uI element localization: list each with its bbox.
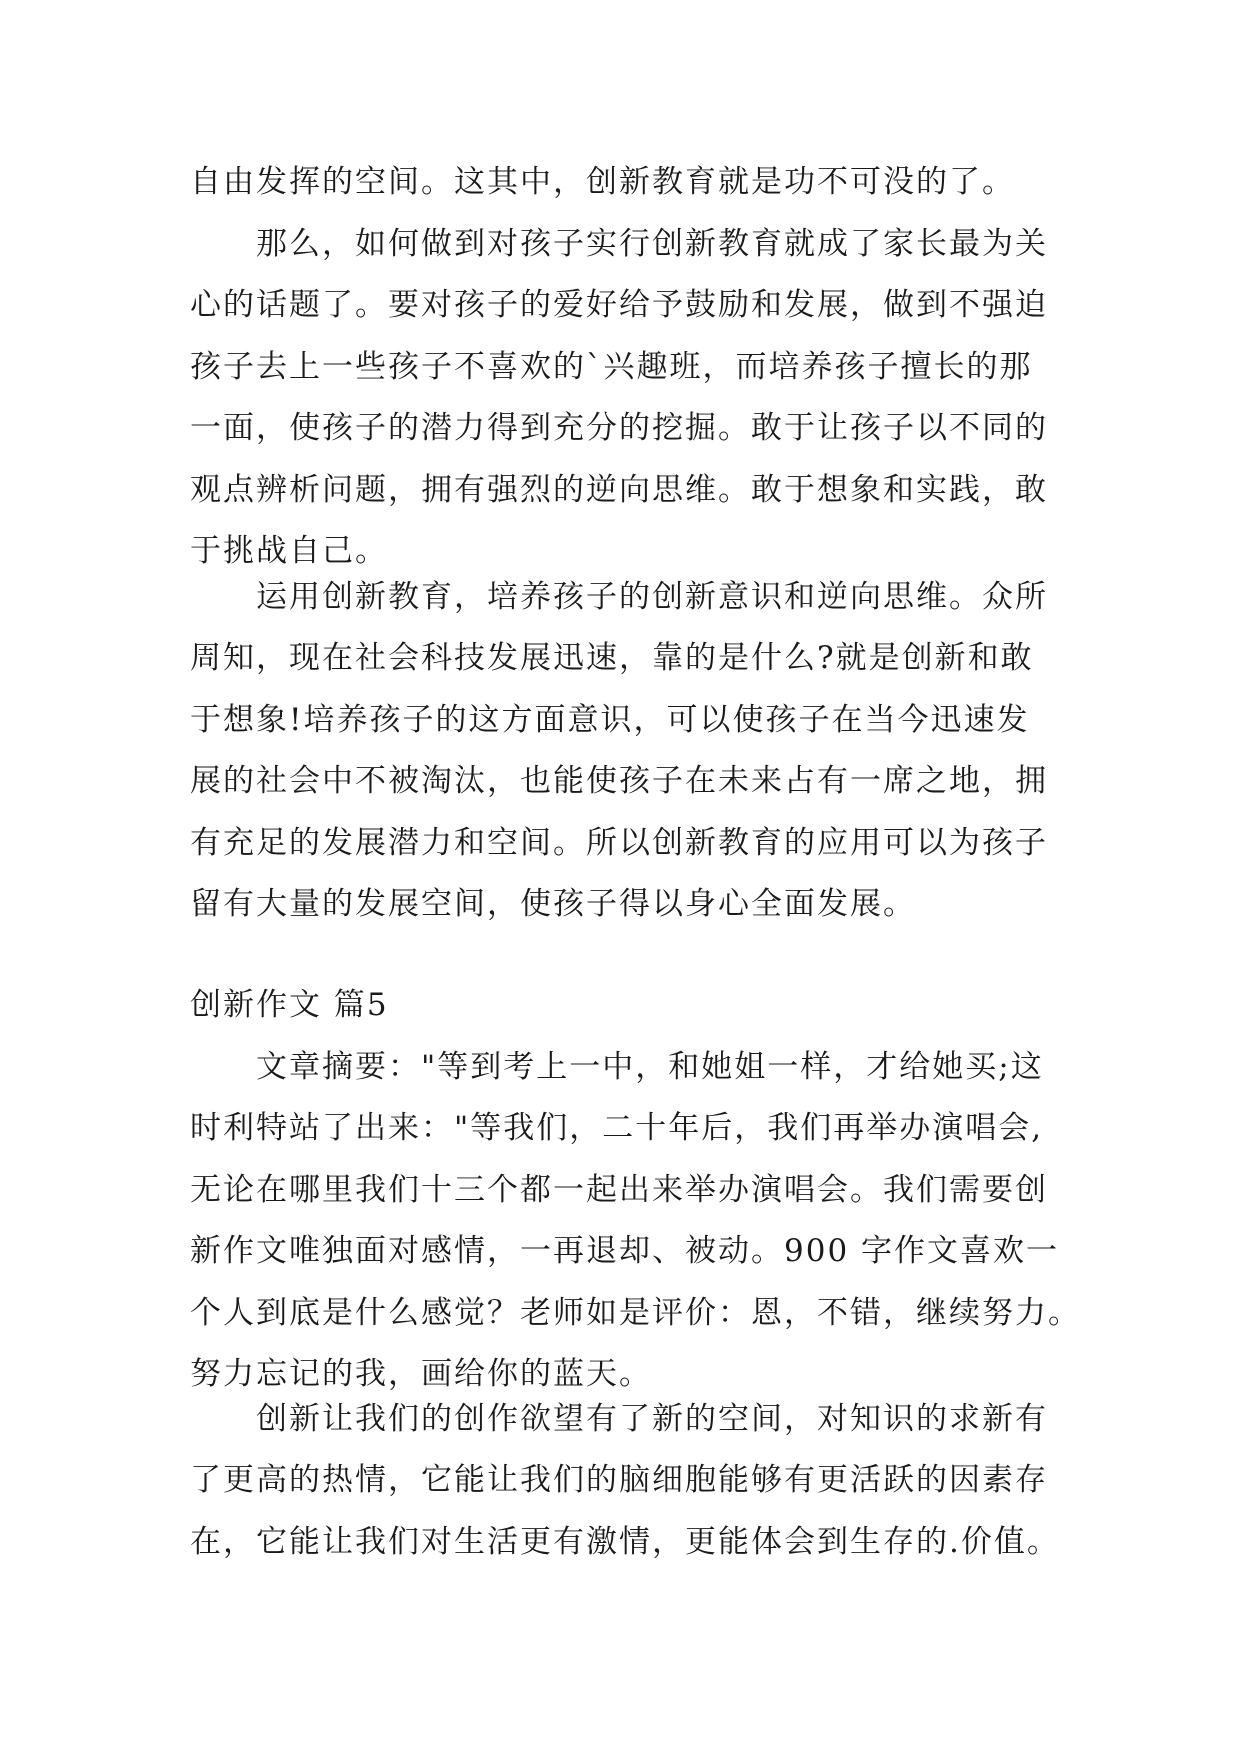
text-line: 展的社会中不被淘汰，也能使孩子在未来占有一席之地，拥	[190, 763, 1048, 800]
text-line: 努力忘记的我，画给你的蓝天。	[190, 1356, 652, 1393]
text-line: 有充足的发展潜力和空间。所以创新教育的应用可以为孩子	[190, 824, 1048, 861]
text-line: 观点辨析问题，拥有强烈的逆向思维。敢于想象和实践，敢	[190, 471, 1048, 508]
text-line: 于想象!培养孩子的这方面意识，可以使孩子在当今迅速发	[190, 701, 1030, 738]
text-line: 新作文唯独面对感情，一再退却、被动。900 字作文喜欢一	[190, 1233, 1060, 1270]
text-line: 于挑战自己。	[190, 533, 388, 570]
text-line: 心的话题了。要对孩子的爱好给予鼓励和发展，做到不强迫	[190, 287, 1048, 324]
text-line: 运用创新教育，培养孩子的创新意识和逆向思维。众所	[256, 579, 1048, 615]
paragraph-4	[190, 1037, 1081, 1405]
text-line: 自由发挥的空间。这其中，创新教育就是功不可没的了。	[190, 164, 1015, 200]
text-line: 孩子去上一些孩子不喜欢的`兴趣班，而培养孩子擅长的那	[190, 348, 1033, 385]
paragraph-3	[190, 567, 1070, 935]
paragraph-5	[190, 1389, 1070, 1573]
text-line: 时利特站了出来："等我们，二十年后，我们再举办演唱会,	[190, 1110, 1044, 1147]
text-line: 在，它能让我们对生活更有激情，更能体会到生存的.价值。	[190, 1523, 1060, 1560]
text-line: 个人到底是什么感觉？老师如是评价：恩，不错，继续努力。	[190, 1294, 1081, 1331]
text-line: 无论在哪里我们十三个都一起出来举办演唱会。我们需要创	[190, 1171, 1048, 1208]
heading-text: 创新作文 篇5	[190, 987, 389, 1023]
text-line: 周知，现在社会科技发展迅速，靠的是什么?就是创新和敢	[190, 640, 1034, 677]
section-heading	[190, 975, 1070, 1036]
paragraph-1	[190, 152, 1070, 213]
text-line: 留有大量的发展空间，使孩子得以身心全面发展。	[190, 886, 916, 923]
text-line: 一面，使孩子的潜力得到充分的挖掘。敢于让孩子以不同的	[190, 410, 1048, 447]
paragraph-2	[190, 214, 1070, 582]
text-line: 那么，如何做到对孩子实行创新教育就成了家长最为关	[256, 226, 1048, 262]
text-line: 文章摘要："等到考上一中，和她姐一样，才给她买;这	[256, 1049, 1044, 1085]
text-line: 了更高的热情，它能让我们的脑细胞能够有更活跃的因素存	[190, 1462, 1048, 1499]
text-line: 创新让我们的创作欲望有了新的空间，对知识的求新有	[256, 1401, 1048, 1437]
